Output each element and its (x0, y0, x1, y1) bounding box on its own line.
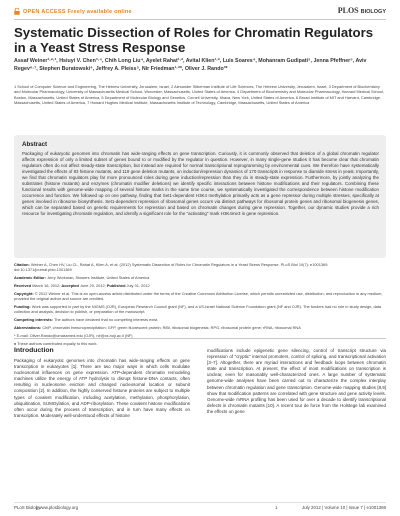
abstract-heading: Abstract (22, 141, 48, 148)
introduction-left-column: Packaging of eukaryotic genomes into chromatin has wide-ranging effects on gene transcription in eukaryotes [1]. There are two major ways in which cells modulate nucleosomal influences on gene expression. ATP-dependent chromatin remodeling machines utilize the energy of ATP hydrolysis to disrupt histone-DNA contacts, often resulting in nucleosome eviction and changed nucleosomal location or subunit composition [2]. In addition, the highly conserved histone proteins are subject to multiple types of covalent modification, including acetylation, methylation, phosphorylation, ubiquitination, SUMOylation, and ADP-ribosylation. These covalent histone modifications often occur during the process of transcription, and in turn have many effects on transcription. Moderately well-understood effects of histone (14, 358, 190, 418)
abbrev-label: Abbreviations: (14, 324, 42, 330)
journal-logo-main: PLOS (337, 6, 359, 15)
article-title: Systematic Dissection of Roles for Chromatin Regulators in a Yeast Stress Response (14, 25, 374, 55)
published-date: July 31, 2012 (126, 282, 150, 288)
funding-label: Funding: (14, 303, 31, 309)
citation-text: Weiner A, Chen HV, Liu CL, Rahat A, Klien A, et al. (2012) Systematic Dissection of Roles for Chromatin Regulators in a Yeast Stress Response. PLoS Biol 10(7): e1001369. doi:10.1371/journal.pbio.1001369 (14, 262, 329, 273)
metadata-divider (14, 338, 386, 339)
journal-logo-sub: BIOLOGY (360, 9, 386, 15)
editor-text: Jerry Workman, Stowers Institute, United States of America (47, 275, 150, 281)
footer-issue: July 2012 | Volume 10 | Issue 7 | e1001369 (302, 505, 386, 510)
introduction-right-column: modifications include epigenetic gene silencing, control of transcript structure via repression of "cryptic" internal promoters, control of splicing, and transcriptional activation [3–7]. Altogether, there are myriad interactions and feedback loops between chromatin state and transcription. At present, the effect of most modifications on transcription is unclear, even for reasonably well-characterized ones. A large number of systematic genome-wide analyses have been carried out to characterize the complex interplay between chromatin regulation and gene transcription. Genome-wide mapping studies [8,9] show that modification patterns are correlated with gene structure and gene activity levels. Genome-wide mRNA profiling has been used for over a decade to identify transcriptional defects in chromatin mutants [10]. A recent tour de force from the Holstege lab examined the effects on gene (207, 348, 386, 414)
footer-issue-info (275, 505, 386, 510)
copyright-label: Copyright: (14, 290, 34, 296)
copyright (14, 291, 386, 302)
corresponding-email: * E-mail: Oliver.Rando@umassmed.edu (OJR), nir@cs.huji.ac.il (NF) (14, 332, 133, 338)
copyright-text: © 2012 Weiner et al. This is an open-access article distributed under the terms of the Creative Commons Attribution License, which permits unrestricted use, distribution, and reproduction in any medium, provided the original author and source are credited. (14, 290, 383, 302)
abstract-text: Packaging of eukaryotic genomes into chromatin has wide-ranging effects on gene transcription. Curiously, it is commonly observed that deletion of a global chromatin regulator affects expression of only a limited subset of genes bound to or modified by the regulator in question. However, in many single-gene studies it has become clear that chromatin regulators often do not affect steady-state transcription, but instead are required for normal transcriptional reprogramming by environmental cues. We therefore have systematically investigated the effects of 83 histone mutants, and 119 gene deletion mutants, on induction/repression dynamics of 170 transcripts in response to diamide stress in yeast. Importantly, we find that chromatin regulators play far more pronounced roles during gene induction/repression than they do in steady-state expression. Furthermore, by jointly analyzing the substrates (histone mutants) and enzymes (chromatin modifier deletions) we identify specific interactions between histone modifications and their regulators. Combining these functional results with genome-wide mapping of several histone marks in the same time course, we systematically investigated the correspondence between histone modification occurrence and function. We followed up on one pathway, finding that Set1-dependent H3K4 methylation primarily acts as a gene repressor during multiple stresses, specifically at genes involved in ribosome biosynthesis. Set1-dependent repression of ribosomal genes occurs via distinct pathways for ribosomal protein genes and ribosomal biogenesis genes, which can be separated based on genetic requirements for repression and based on chromatin changes during gene repression. Together, our dynamic studies provide a rich resource for investigating chromatin regulation, and identify a significant role for the "activating" mark H3K4me3 in gene repression. (22, 151, 379, 217)
affiliations: 1 School of Computer Science and Engineering, The Hebrew University, Jerusalem, Israel, 2 Alexander Silberman Institute of Life Sciences, The Hebrew University, Jerusalem, Israel, 3 Department of Biochemistry and Molecular Pharmacology, University of Massachusetts Medical School, Worcester, Massachusetts, United States of America, 4 Department of Biochemistry and Molecular Pharmacology, Harvard Medical School, Boston, Massachusetts, United States of America, 5 Department of Molecular Biology and Genetics, Cornell University, Ithaca, New York, United States of America, 6 Broad Institute of MIT and Harvard, Cambridge, Massachusetts, United States of America, 7 Howard Hughes Medical Institute, Massachusetts Institute of Technology, Cambridge, Massachusetts, United States of America (14, 84, 384, 106)
citation-label: Citation: (14, 262, 30, 267)
footer-divider (14, 502, 386, 503)
footer-page-number: 1 (275, 505, 278, 510)
article-metadata (14, 262, 386, 346)
competing-label: Competing interests: (14, 316, 53, 322)
open-access-badge (14, 8, 132, 15)
open-lock-icon (14, 8, 20, 15)
funding-text: Work was supported in part by the NIGMS (OJR), European Research Council grant (NF), and a US-Israel National Science Foundation grant (NF and OJR). The funders had no role in study design, data collection and analysis, decision to publish, or preparation of the manuscript. (14, 303, 382, 315)
received-label: Received (14, 282, 32, 288)
open-access-text: OPEN ACCESS Freely available online (23, 8, 132, 15)
received-date: March 16, 2012; (32, 282, 61, 288)
accepted-date: June 20, 2012; (80, 282, 106, 288)
author-list: Assaf Weiner¹·²·³, Hsiuyi V. Chen³·⁴, Chih Long Liu⁴, Ayelet Rahat¹·², Avital Klien¹·², Luis Soares⁴, Mohanram Gudipati⁵, Jenna Pfeffner⁵, Aviv Regev⁶·⁷, Stephen Buratowski⁴, Jeffrey A. Pleiss⁵, Nir Friedman¹·²*, Oliver J. Rando³* (14, 58, 367, 73)
footer-url: | www.plosbiology.org (36, 505, 79, 510)
editor-label: Academic Editor: (14, 275, 46, 281)
footer-journal-name: PLoS Biology (14, 505, 41, 510)
published-label: Published (106, 282, 126, 288)
abbrev-text: ChIP, chromatin immunoprecipitation; GFP, green fluorescent protein; RiBi, ribosomal biogenesis; RPG, ribosomal protein gene; rRNA, ribosomal RNA (42, 324, 301, 330)
header-divider (14, 19, 386, 20)
introduction-heading: Introduction (14, 347, 54, 354)
funding (14, 304, 386, 315)
journal-logo (338, 6, 386, 15)
accepted-label: Accepted (61, 282, 79, 288)
citation (14, 262, 386, 273)
equal-contribution-note: ♠ These authors contributed equally to this work. (14, 340, 98, 346)
competing-text: The authors have declared that no competing interests exist. (53, 316, 159, 322)
